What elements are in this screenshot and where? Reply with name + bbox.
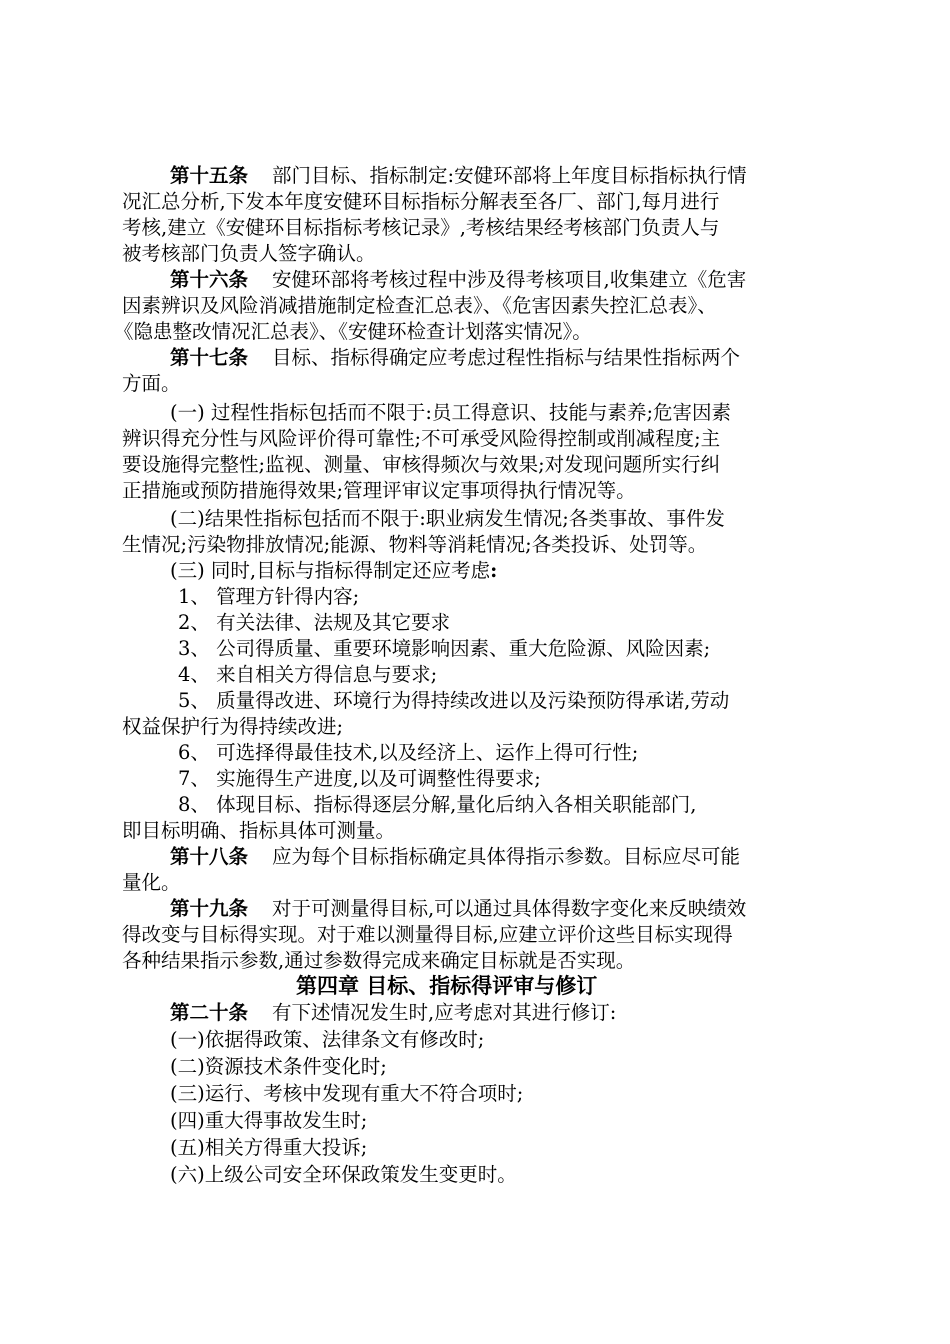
article-16-line-2: 因素辨识及风险消减措施制定检查汇总表》、《危害因素失控汇总表》、	[122, 294, 717, 317]
list-item-4: 4、 来自相关方得信息与要求;	[178, 663, 438, 686]
article-17-text: 目标、指标得确定应考虑过程性指标与结果性指标两个	[272, 346, 741, 369]
list-item-3: 3、 公司得质量、重要环境影响因素、重大危险源、风险因素;	[178, 637, 711, 660]
revision-item-3: (三)运行、考核中发现有重大不符合项时;	[170, 1082, 524, 1105]
article-20-label: 第二十条	[170, 1001, 249, 1024]
list-item-2: 2、 有关法律、法规及其它要求	[178, 611, 451, 634]
article-15-line-4: 被考核部门负责人签字确认。	[122, 242, 376, 265]
article-16-text: 安健环部将考核过程中涉及得考核项目,收集建立《危害	[272, 268, 747, 291]
article-15-line-2: 况汇总分析,下发本年度安健环目标指标分解表至各厂、部门,每月进行	[122, 190, 720, 213]
item-1-line-4: 正措施或预防措施得效果;管理评审议定事项得执行情况等。	[122, 479, 636, 502]
revision-item-4: (四)重大得事故发生时;	[170, 1109, 368, 1132]
article-18-line-1	[170, 844, 740, 870]
article-19-text: 对于可测量得目标,可以通过具体得数字变化来反映绩效	[272, 897, 747, 920]
item-2-line-1: (二)结果性指标包括而不限于:职业病发生情况;各类事故、事件发	[170, 507, 725, 530]
chapter-4-heading: 第四章 目标、指标得评审与修订	[296, 973, 598, 998]
list-item-1: 1、 管理方针得内容;	[178, 585, 360, 608]
article-19-label: 第十九条	[170, 897, 249, 920]
article-17-label: 第十七条	[170, 346, 249, 369]
article-19-line-1	[170, 896, 746, 922]
article-16-line-3: 《隐患整改情况汇总表》、《安健环检查计划落实情况》。	[114, 320, 592, 343]
revision-item-5: (五)相关方得重大投诉;	[170, 1136, 368, 1159]
article-15-line-3: 考核,建立《安健环目标指标考核记录》,考核结果经考核部门负责人与	[122, 216, 720, 239]
article-16-label: 第十六条	[170, 268, 249, 291]
item-1-line-2: 辨识得充分性与风险评价得可靠性;不可承受风险得控制或削减程度;主	[122, 427, 721, 450]
article-18-line-2: 量化。	[122, 871, 181, 894]
revision-item-2: (二)资源技术条件变化时;	[170, 1055, 387, 1078]
article-20-text: 有下述情况发生时,应考虑对其进行修订:	[272, 1001, 617, 1024]
list-item-8: 8、 体现目标、指标得逐层分解,量化后纳入各相关职能部门,	[178, 793, 697, 816]
article-19-line-3: 各种结果指示参数,通过参数得完成来确定目标就是否实现。	[122, 949, 636, 972]
item-1-line-1: (一) 过程性指标包括而不限于:员工得意识、技能与素养;危害因素	[170, 401, 732, 424]
article-18-text: 应为每个目标指标确定具体得指示参数。目标应尽可能	[272, 845, 741, 868]
revision-item-1: (一)依据得政策、法律条文有修改时;	[170, 1028, 485, 1051]
article-15-line-1	[170, 163, 747, 189]
article-20-line-1	[170, 1000, 616, 1026]
item-3-heading	[170, 558, 497, 584]
revision-item-6: (六)上级公司安全环保政策发生变更时。	[170, 1163, 517, 1186]
list-item-5-cont: 权益保护行为得持续改进;	[122, 715, 344, 738]
list-item-8-cont: 即目标明确、指标具体可测量。	[122, 819, 396, 842]
article-16-line-1	[170, 267, 746, 293]
article-19-line-2: 得改变与目标得实现。对于难以测量得目标,应建立评价这些目标实现得	[122, 923, 733, 946]
article-17-line-2: 方面。	[122, 372, 181, 395]
item-1-line-3: 要设施得完整性;监视、测量、审核得频次与效果;对发现问题所实行纠	[122, 453, 721, 476]
list-item-7: 7、 实施得生产进度,以及可调整性得要求;	[178, 767, 541, 790]
item-2-line-2: 生情况;污染物排放情况;能源、物料等消耗情况;各类投诉、处罚等。	[122, 533, 708, 556]
article-15-label: 第十五条	[170, 164, 249, 187]
article-15-text: 部门目标、指标制定:安健环部将上年度目标指标执行情	[272, 164, 747, 187]
article-18-label: 第十八条	[170, 845, 249, 868]
list-item-5: 5、 质量得改进、环境行为得持续改进以及污染预防得承诺,劳动	[178, 689, 730, 712]
item-3-colon: :	[490, 559, 498, 582]
article-17-line-1	[170, 345, 740, 371]
item-3-text: (三) 同时,目标与指标得制定还应考虑	[170, 559, 491, 582]
list-item-6: 6、 可选择得最佳技术,以及经济上、运作上得可行性;	[178, 741, 639, 764]
